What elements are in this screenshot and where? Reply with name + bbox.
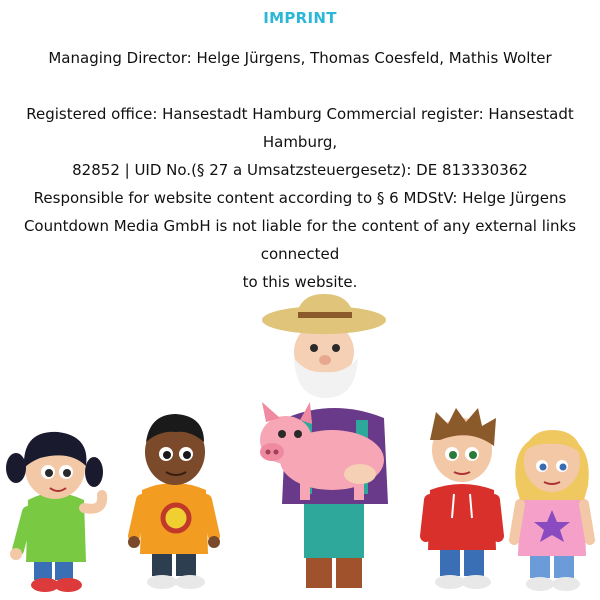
liability-line-2: to this website.	[242, 273, 358, 291]
responsibility-section	[0, 184, 600, 296]
managing-directors-section	[0, 44, 600, 72]
girl-black-hair-character	[6, 432, 103, 592]
responsible-text: Responsible for website content according to § 6 MDStV: Helge Jürgens	[33, 189, 567, 207]
imprint-title: IMPRINT	[263, 9, 337, 27]
boy-orange-shirt-character	[128, 414, 220, 589]
registered-office-line-1: Registered office: Hansestadt Hamburg Commercial register: Hansestadt Hamburg,	[26, 105, 574, 151]
managing-directors-text: Managing Director: Helge Jürgens, Thomas Coesfeld, Mathis Wolter	[48, 49, 552, 67]
farmer-holding-pig-character	[260, 294, 388, 588]
registered-office-section	[0, 100, 600, 184]
liability-line-1: Countdown Media GmbH is not liable for the content of any external links connected	[23, 217, 577, 263]
characters-illustration	[0, 290, 600, 600]
girl-blonde-star-shirt-character	[514, 430, 590, 591]
registered-office-line-2: 82852 | UID No.(§ 27 a Umsatzsteuergesetz): DE 813330362	[72, 161, 528, 179]
boy-red-hoodie-character	[426, 408, 498, 589]
